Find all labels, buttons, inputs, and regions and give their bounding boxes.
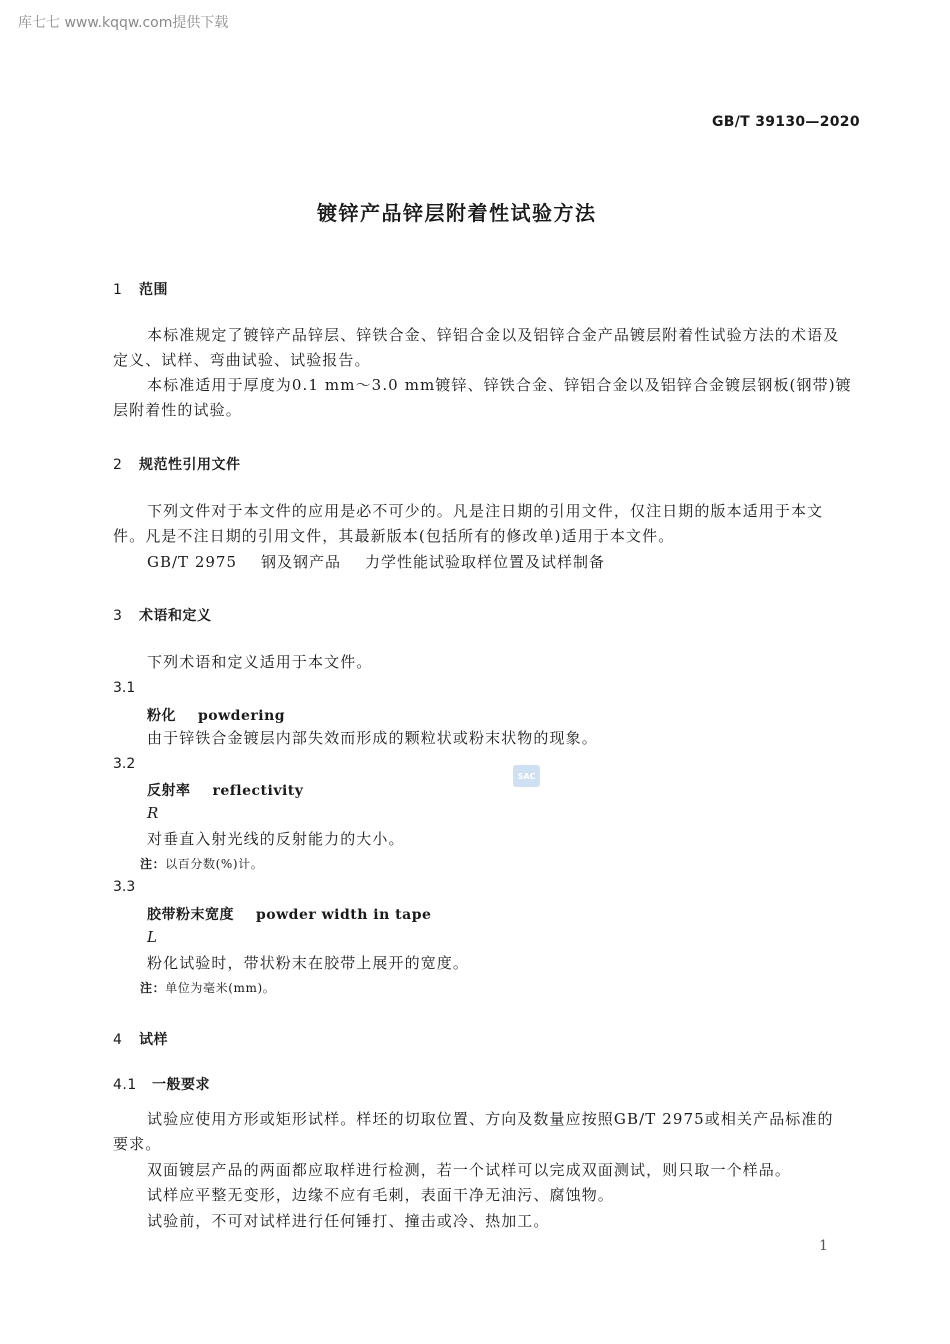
section-title: 范围 [139,282,168,298]
term-entry [147,904,431,924]
term-definition: 对垂直入射光线的反射能力的大小。 [147,830,405,848]
page-number: 1 [819,1238,828,1254]
term-symbol: L [147,928,157,946]
paragraph-line: 件。凡是不注日期的引用文件，其最新版本(包括所有的修改单)适用于本文件。 [113,527,675,545]
term-chinese: 胶带粉末宽度 [147,907,234,923]
term-note [140,979,275,996]
paragraph-line: 本标准规定了镀锌产品锌层、锌铁合金、锌铝合金以及铝锌合金产品镀层附着性试验方法的术语及 [147,326,840,344]
section-3-heading [113,605,212,625]
note-text: 以百分数(%)计。 [165,857,264,871]
sac-logo-watermark: SAC [513,765,540,787]
note-text: 单位为毫米(mm)。 [165,981,276,995]
section-number: 4 [113,1032,123,1048]
note-label: 注： [140,981,166,995]
reference-title-part2: 力学性能试验取样位置及试样制备 [365,553,606,571]
reference-title-part1: 钢及钢产品 [261,553,342,571]
term-number: 3.2 [113,756,136,772]
paragraph-line: 要求。 [113,1135,162,1153]
section-1-heading [113,279,168,299]
section-number: 3 [113,608,123,624]
section-title: 术语和定义 [139,608,212,624]
term-chinese: 反射率 [147,783,191,799]
paragraph-line: 定义、试样、弯曲试验、试验报告。 [113,351,371,369]
paragraph-line: 试样应平整无变形，边缘不应有毛刺，表面干净无油污、腐蚀物。 [147,1186,614,1204]
term-english: powder width in tape [256,907,432,923]
term-symbol: R [147,804,159,822]
paragraph-line: 双面镀层产品的两面都应取样进行检测，若一个试样可以完成双面测试，则只取一个样品。 [147,1161,792,1179]
subsection-title: 一般要求 [152,1077,210,1093]
term-number: 3.1 [113,680,136,696]
subsection-number: 4.1 [113,1077,137,1093]
paragraph-line: 试验应使用方形或矩形试样。样坯的切取位置、方向及数量应按照GB/T 2975或相关产品标准的 [147,1110,834,1128]
normative-reference [147,551,605,572]
section-2-heading [113,454,241,474]
paragraph-line: 下列术语和定义适用于本文件。 [147,653,373,671]
term-definition: 粉化试验时，带状粉末在胶带上展开的宽度。 [147,954,470,972]
section-title: 试样 [139,1032,168,1048]
section-title: 规范性引用文件 [139,457,241,473]
standard-code: GB/T 39130—2020 [712,114,860,130]
term-english: powdering [198,708,286,724]
paragraph-line: 层附着性的试验。 [113,401,242,419]
section-number: 1 [113,282,123,298]
download-watermark: 库七七 www.kqqw.com提供下载 [18,15,229,31]
section-4-heading [113,1029,168,1049]
note-label: 注： [140,857,166,871]
section-number: 2 [113,457,123,473]
paragraph-line: 下列文件对于本文件的应用是必不可少的。凡是注日期的引用文件，仅注日期的版本适用于本文 [147,502,824,520]
term-definition: 由于锌铁合金镀层内部失效而形成的颗粒状或粉末状物的现象。 [147,729,598,747]
term-note [140,855,263,872]
paragraph-line: 本标准适用于厚度为0.1 mm～3.0 mm镀锌、锌铁合金、锌铝合金以及铝锌合金镀层钢板(钢带)镀 [147,376,852,394]
subsection-4-1-heading [113,1074,210,1094]
term-entry [147,705,285,725]
paragraph-line: 试验前，不可对试样进行任何锤打、撞击或冷、热加工。 [147,1212,550,1230]
term-number: 3.3 [113,879,136,895]
reference-code: GB/T 2975 [147,553,238,571]
term-entry [147,780,303,800]
term-english: reflectivity [212,783,304,799]
term-chinese: 粉化 [147,708,176,724]
document-title: 镀锌产品锌层附着性试验方法 [317,201,597,225]
